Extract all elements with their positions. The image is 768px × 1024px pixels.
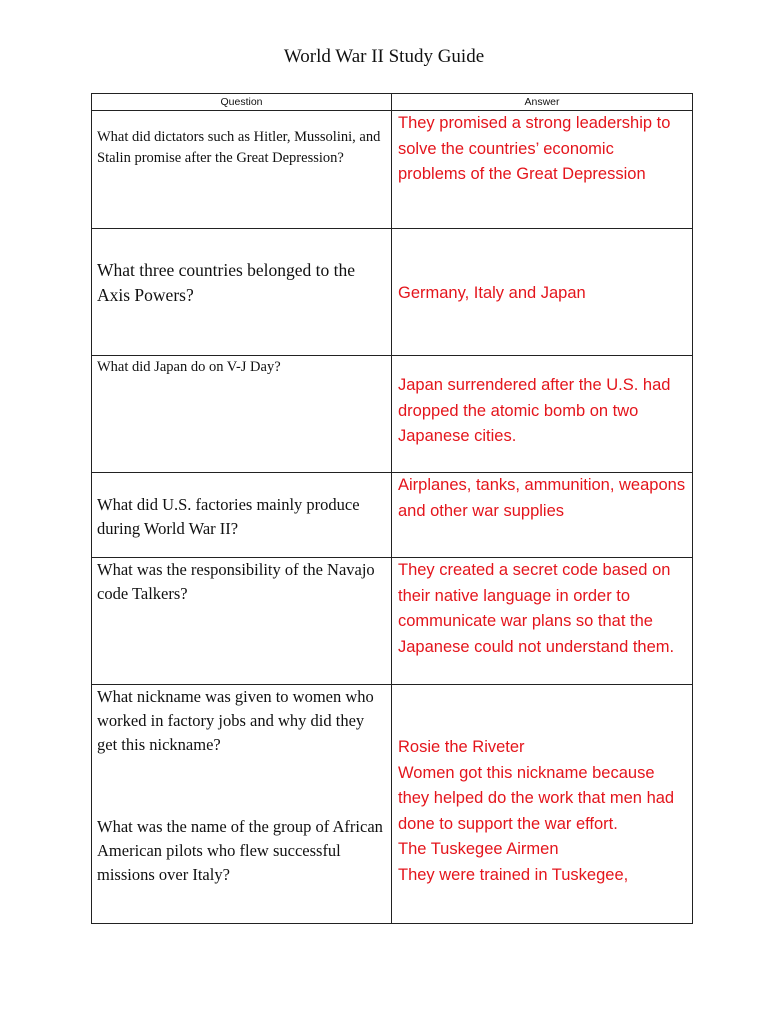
question-cell: [92, 558, 392, 685]
question-cell: [92, 111, 392, 229]
question-column-header: Question: [92, 94, 392, 111]
table-row: [92, 558, 693, 685]
table-row: [92, 473, 693, 558]
answer-text: Airplanes, tanks, ammunition, weapons and other war supplies: [398, 476, 686, 520]
answer-cell: [392, 473, 693, 558]
table-row: [92, 356, 693, 473]
question-text: What did dictators such as Hitler, Mussolini, and Stalin promise after the Great Depression?: [97, 129, 381, 166]
question-text: What was the name of the group of African American pilots who flew successful missions over Italy?: [97, 817, 383, 884]
page-title: World War II Study Guide: [283, 46, 485, 67]
answer-text: They created a secret code based on their native language in order to communicate war plans so that the Japanese could not understand them.: [398, 561, 675, 656]
question-cell: [92, 356, 392, 473]
question-text: What did Japan do on V-J Day?: [97, 359, 281, 375]
answer-text: The Tuskegee Airmen: [398, 840, 559, 858]
answer-text: They were trained in Tuskegee,: [398, 865, 629, 884]
table-row: [92, 685, 693, 924]
table-header-row: [92, 94, 693, 111]
answer-column-header: Answer: [392, 94, 693, 111]
answer-cell: [392, 229, 693, 356]
answer-cell: [392, 685, 693, 924]
question-cell: [92, 473, 392, 558]
question-text: What did U.S. factories mainly produce during World War II?: [97, 495, 360, 538]
answer-text: Women got this nickname because they helped do the work that men had done to support the war effort.: [398, 763, 675, 833]
answer-text: Rosie the Riveter: [398, 738, 525, 756]
study-guide-table: [91, 93, 693, 924]
answer-text: They promised a strong leadership to solve the countries’ economic problems of the Great Depression: [398, 114, 671, 183]
question-text: What was the responsibility of the Navajo code Talkers?: [97, 560, 375, 603]
answer-cell: [392, 356, 693, 473]
answer-text: Germany, Italy and Japan: [398, 284, 586, 302]
table-row: [92, 229, 693, 356]
answer-text: Japan surrendered after the U.S. had dropped the atomic bomb on two Japanese cities.: [398, 376, 671, 445]
question-cell: [92, 685, 392, 924]
answer-cell: [392, 558, 693, 685]
question-text: What three countries belonged to the Axis Powers?: [97, 260, 356, 305]
table-row: [92, 111, 693, 229]
question-cell: [92, 229, 392, 356]
question-text: What nickname was given to women who worked in factory jobs and why did they get this nickname?: [97, 687, 374, 754]
answer-cell: [392, 111, 693, 229]
